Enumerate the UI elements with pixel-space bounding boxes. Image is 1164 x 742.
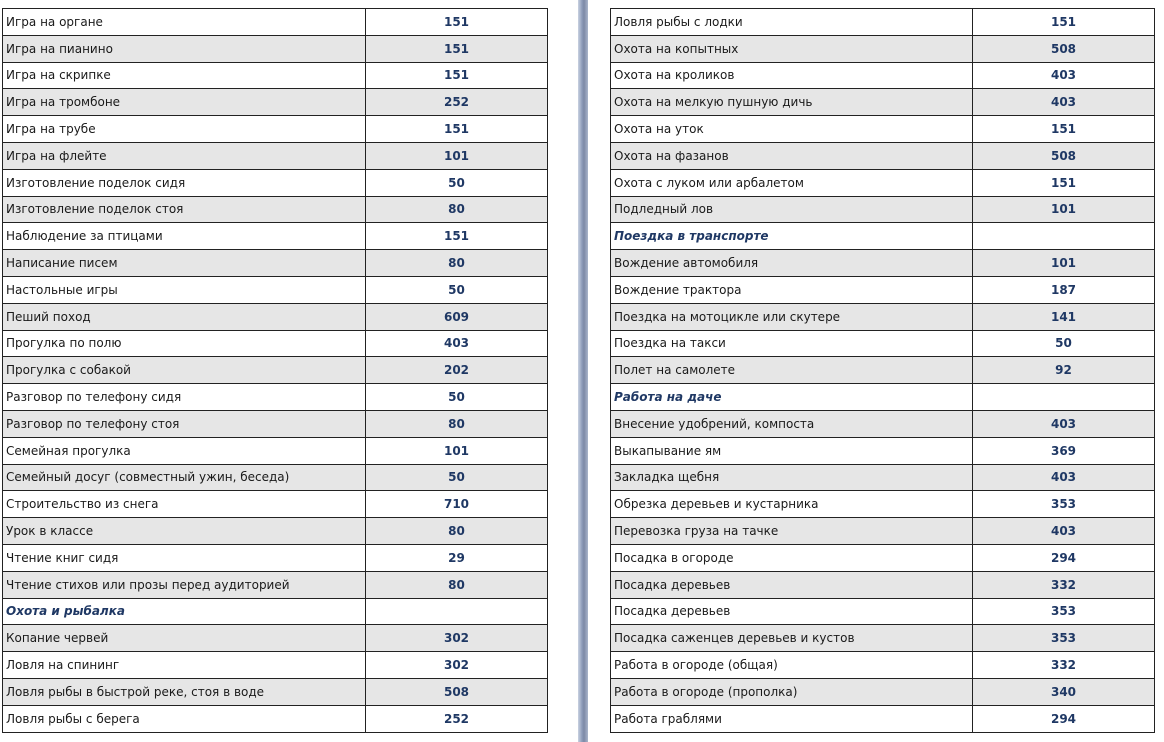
activity-name: Игра на тромбоне (3, 89, 366, 116)
table-row (611, 410, 1155, 437)
table-row (3, 142, 548, 169)
activity-name: Строительство из снега (3, 491, 366, 518)
activity-name: Чтение книг сидя (3, 544, 366, 571)
activity-name: Игра на трубе (3, 116, 366, 143)
activity-name: Ловля рыбы с берега (3, 705, 366, 732)
calorie-value: 302 (366, 625, 548, 652)
table-row (3, 544, 548, 571)
left-table-body (3, 9, 548, 733)
section-title: Охота и рыбалка (3, 598, 366, 625)
table-row (3, 384, 548, 411)
activity-name: Разговор по телефону сидя (3, 384, 366, 411)
activity-name: Изготовление поделок сидя (3, 169, 366, 196)
calorie-value: 50 (366, 169, 548, 196)
activity-name: Прогулка по полю (3, 330, 366, 357)
table-row (3, 223, 548, 250)
table-row (611, 357, 1155, 384)
table-row (611, 35, 1155, 62)
calorie-value: 332 (973, 571, 1155, 598)
calorie-value: 80 (366, 410, 548, 437)
calorie-value: 508 (973, 142, 1155, 169)
calorie-value: 302 (366, 652, 548, 679)
table-row (3, 89, 548, 116)
table-row (3, 571, 548, 598)
activity-name: Охота на копытных (611, 35, 973, 62)
calorie-value: 80 (366, 250, 548, 277)
activity-name: Вождение автомобиля (611, 250, 973, 277)
table-row (3, 250, 548, 277)
calorie-value: 101 (973, 196, 1155, 223)
table-row (611, 625, 1155, 652)
activity-name: Написание писем (3, 250, 366, 277)
calorie-value: 92 (973, 357, 1155, 384)
table-row (3, 276, 548, 303)
table-row (3, 491, 548, 518)
right-table-body (611, 9, 1155, 733)
calorie-value (973, 384, 1155, 411)
table-row (611, 89, 1155, 116)
calorie-value: 403 (973, 518, 1155, 545)
calorie-value: 403 (366, 330, 548, 357)
activity-name: Ловля рыбы с лодки (611, 9, 973, 36)
activity-name: Полет на самолете (611, 357, 973, 384)
table-row (3, 303, 548, 330)
calorie-value: 294 (973, 544, 1155, 571)
calorie-value: 151 (366, 35, 548, 62)
activity-name: Посадка деревьев (611, 598, 973, 625)
calorie-value: 353 (973, 625, 1155, 652)
calorie-value (366, 598, 548, 625)
table-row (611, 437, 1155, 464)
table-row (3, 652, 548, 679)
calorie-value: 609 (366, 303, 548, 330)
calorie-value: 101 (973, 250, 1155, 277)
table-row (3, 9, 548, 36)
calorie-value: 151 (973, 169, 1155, 196)
table-row (3, 62, 548, 89)
activity-name: Охота на кроликов (611, 62, 973, 89)
table-row (611, 9, 1155, 36)
section-header-row (611, 384, 1155, 411)
table-row (3, 437, 548, 464)
table-row (3, 705, 548, 732)
right-activity-table (610, 8, 1155, 733)
table-row (611, 652, 1155, 679)
calorie-value: 202 (366, 357, 548, 384)
activity-name: Перевозка груза на тачке (611, 518, 973, 545)
activity-name: Посадка саженцев деревьев и кустов (611, 625, 973, 652)
table-row (3, 625, 548, 652)
activity-name: Пеший поход (3, 303, 366, 330)
calorie-value: 252 (366, 89, 548, 116)
calorie-value: 50 (973, 330, 1155, 357)
table-row (3, 35, 548, 62)
table-row (3, 518, 548, 545)
table-row (611, 678, 1155, 705)
calorie-value: 141 (973, 303, 1155, 330)
section-header-row (611, 223, 1155, 250)
calorie-value: 403 (973, 464, 1155, 491)
table-row (611, 491, 1155, 518)
table-row (3, 357, 548, 384)
table-row (611, 598, 1155, 625)
calorie-value: 101 (366, 437, 548, 464)
calorie-value: 508 (366, 678, 548, 705)
activity-name: Охота на фазанов (611, 142, 973, 169)
activity-name: Работа граблями (611, 705, 973, 732)
table-row (611, 571, 1155, 598)
activity-name: Чтение стихов или прозы перед аудиторией (3, 571, 366, 598)
table-row (3, 116, 548, 143)
table-row (611, 62, 1155, 89)
table-row (3, 330, 548, 357)
activity-name: Посадка в огороде (611, 544, 973, 571)
calorie-value: 151 (366, 116, 548, 143)
activity-name: Семейная прогулка (3, 437, 366, 464)
table-row (3, 464, 548, 491)
activity-name: Урок в классе (3, 518, 366, 545)
activity-name: Наблюдение за птицами (3, 223, 366, 250)
table-row (611, 250, 1155, 277)
table-row (611, 116, 1155, 143)
activity-name: Игра на скрипке (3, 62, 366, 89)
activity-name: Посадка деревьев (611, 571, 973, 598)
calorie-value: 252 (366, 705, 548, 732)
calorie-value: 508 (973, 35, 1155, 62)
table-row (611, 518, 1155, 545)
activity-name: Семейный досуг (совместный ужин, беседа) (3, 464, 366, 491)
table-row (611, 303, 1155, 330)
calorie-value: 151 (366, 9, 548, 36)
left-activity-table (2, 8, 548, 733)
table-row (3, 410, 548, 437)
section-title: Поездка в транспорте (611, 223, 973, 250)
activity-name: Настольные игры (3, 276, 366, 303)
calorie-value: 710 (366, 491, 548, 518)
calorie-value: 151 (973, 9, 1155, 36)
calorie-value: 187 (973, 276, 1155, 303)
calorie-value: 101 (366, 142, 548, 169)
calorie-value: 403 (973, 62, 1155, 89)
calorie-value: 353 (973, 598, 1155, 625)
activity-name: Игра на флейте (3, 142, 366, 169)
activity-name: Работа в огороде (прополка) (611, 678, 973, 705)
activity-name: Поездка на такси (611, 330, 973, 357)
left-activity-table-container (2, 8, 547, 733)
table-row (3, 169, 548, 196)
activity-name: Поездка на мотоцикле или скутере (611, 303, 973, 330)
table-row (611, 705, 1155, 732)
activity-name: Подледный лов (611, 196, 973, 223)
table-row (3, 678, 548, 705)
table-row (611, 169, 1155, 196)
calorie-value: 151 (366, 62, 548, 89)
calorie-value: 80 (366, 571, 548, 598)
calorie-value: 294 (973, 705, 1155, 732)
section-title: Работа на даче (611, 384, 973, 411)
calorie-value: 80 (366, 196, 548, 223)
activity-name: Выкапывание ям (611, 437, 973, 464)
calorie-value: 29 (366, 544, 548, 571)
activity-name: Вождение трактора (611, 276, 973, 303)
activity-name: Игра на органе (3, 9, 366, 36)
calorie-value: 151 (973, 116, 1155, 143)
activity-name: Охота на мелкую пушную дичь (611, 89, 973, 116)
table-row (611, 544, 1155, 571)
activity-name: Работа в огороде (общая) (611, 652, 973, 679)
section-header-row (3, 598, 548, 625)
calorie-value: 369 (973, 437, 1155, 464)
table-row (611, 464, 1155, 491)
table-row (611, 196, 1155, 223)
activity-name: Обрезка деревьев и кустарника (611, 491, 973, 518)
calorie-value: 403 (973, 89, 1155, 116)
activity-name: Копание червей (3, 625, 366, 652)
calorie-value (973, 223, 1155, 250)
table-row (611, 142, 1155, 169)
activity-name: Закладка щебня (611, 464, 973, 491)
activity-name: Разговор по телефону стоя (3, 410, 366, 437)
calorie-value: 340 (973, 678, 1155, 705)
right-activity-table-container (610, 8, 1154, 733)
calorie-value: 353 (973, 491, 1155, 518)
activity-name: Ловля на спининг (3, 652, 366, 679)
activity-name: Охота на уток (611, 116, 973, 143)
activity-name: Охота с луком или арбалетом (611, 169, 973, 196)
page-divider (578, 0, 588, 742)
calorie-value: 332 (973, 652, 1155, 679)
activity-name: Ловля рыбы в быстрой реке, стоя в воде (3, 678, 366, 705)
table-row (611, 330, 1155, 357)
table-row (611, 276, 1155, 303)
activity-name: Внесение удобрений, компоста (611, 410, 973, 437)
calorie-value: 50 (366, 384, 548, 411)
calorie-value: 50 (366, 464, 548, 491)
calorie-value: 151 (366, 223, 548, 250)
activity-name: Прогулка с собакой (3, 357, 366, 384)
calorie-value: 80 (366, 518, 548, 545)
table-row (3, 196, 548, 223)
activity-name: Игра на пианино (3, 35, 366, 62)
calorie-value: 403 (973, 410, 1155, 437)
activity-name: Изготовление поделок стоя (3, 196, 366, 223)
calorie-value: 50 (366, 276, 548, 303)
